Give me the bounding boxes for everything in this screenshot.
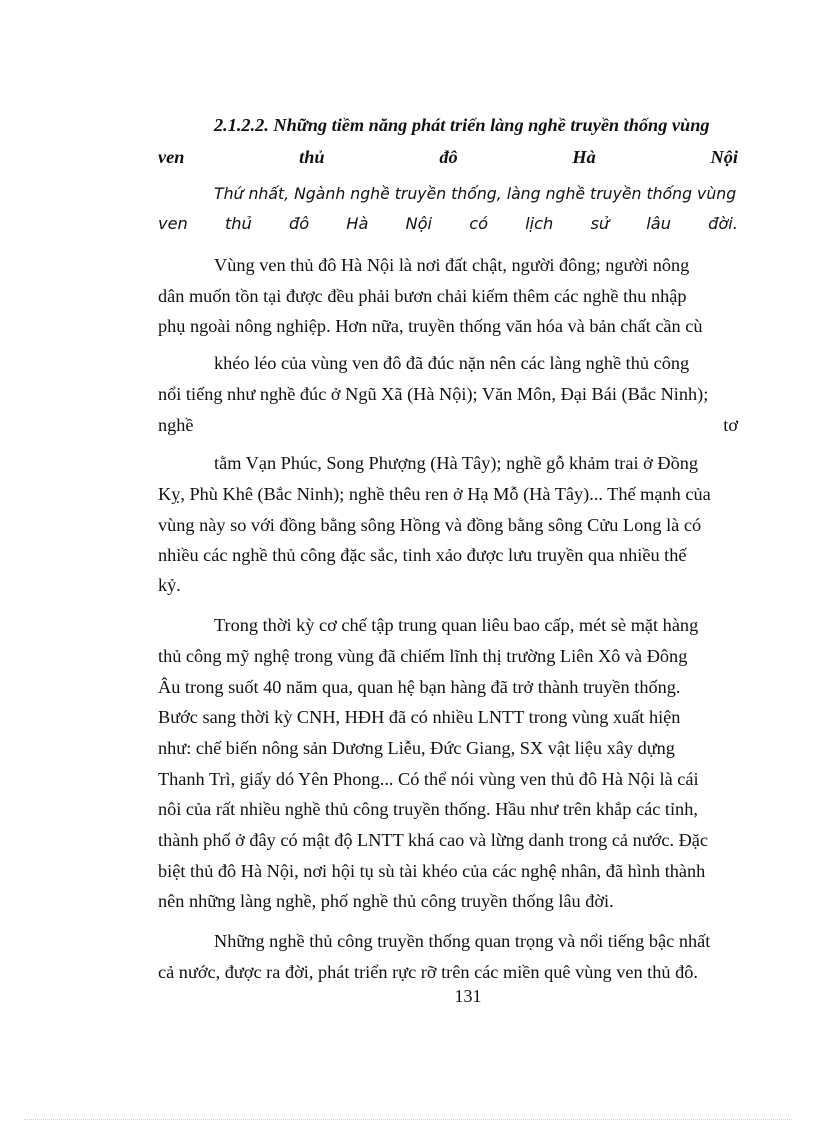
subheading-word: Nội — [405, 214, 433, 233]
paragraph-line: dân muốn tồn tại được đều phải bươn chải kiếm thêm các nghề thu nhập — [158, 286, 687, 306]
subheading-word: lâu — [646, 214, 671, 233]
paragraph-line: Âu trong suốt 40 năm qua, quan hệ bạn hàng đã trở thành truyền thống. — [158, 677, 681, 697]
paragraph-line: Những nghề thủ công truyền thống quan trọng và nổi tiếng bậc nhất — [214, 931, 711, 951]
paragraph-line: phụ ngoài nông nghiệp. Hơn nữa, truyền thống văn hóa và bản chất cần cù — [158, 316, 703, 336]
section-heading-line-2 — [158, 145, 738, 169]
paragraph-line: như: chế biến nông sản Dương Liễu, Đức Giang, SX vật liệu xây dựng — [158, 738, 675, 758]
paragraph-split-line — [158, 413, 738, 437]
paragraph-line: vùng này so với đồng bằng sông Hồng và đồng bằng sông Cửu Long là có — [158, 515, 702, 535]
paragraph-line: khéo léo của vùng ven đô đã đúc nặn nên các làng nghề thủ công — [214, 353, 690, 373]
subheading-word: Hà — [346, 214, 369, 233]
paragraph-line: nôi của rất nhiều nghề thủ công truyền thống. Hầu như trên khắp các tỉnh, — [158, 799, 698, 819]
page-number: 131 — [454, 986, 482, 1006]
section-heading-line-1: 2.1.2.2. Những tiềm năng phát triển làng nghề truyền thống vùng — [214, 115, 710, 135]
subheading-word: thủ — [224, 214, 252, 233]
paragraph-line: Trong thời kỳ cơ chế tập trung quan liêu bao cấp, mét sè mặt hàng — [214, 615, 699, 635]
paragraph-line: thành phố ở đây có mật độ LNTT khá cao và lừng danh trong cả nước. Đặc — [158, 830, 709, 850]
split-word: nghề — [158, 415, 194, 435]
subheading-word: đô — [288, 214, 310, 233]
paragraph-line: biệt thủ đô Hà Nội, nơi hội tụ sù tài khéo của các nghệ nhân, đã hình thành — [158, 861, 706, 881]
paragraph-line: kỷ. — [158, 575, 181, 595]
heading-word: đô — [439, 147, 458, 167]
heading-word: Nội — [710, 147, 738, 167]
paragraph-line: cả nước, được ra đời, phát triển rực rỡ trên các miền quê vùng ven thủ đô. — [158, 962, 698, 982]
paragraph-line: nhiều các nghề thủ công đặc sắc, tinh xảo được lưu truyền qua nhiều thế — [158, 545, 687, 565]
paragraph-line: Bước sang thời kỳ CNH, HĐH đã có nhiều LNTT trong vùng xuất hiện — [158, 707, 681, 727]
paragraph-line: Vùng ven thủ đô Hà Nội là nơi đất chật, người đông; người nông — [214, 255, 690, 275]
subheading-word: sử — [590, 214, 610, 233]
paragraph-line: tằm Vạn Phúc, Song Phượng (Hà Tây); nghề gỗ khảm trai ở Đồng — [214, 453, 699, 473]
split-word: tơ — [723, 415, 738, 435]
paragraph-line: thủ công mỹ nghệ trong vùng đã chiếm lĩnh thị trường Liên Xô và Đông — [158, 646, 688, 666]
paragraph-line: nổi tiếng như nghề đúc ở Ngũ Xã (Hà Nội); Văn Môn, Đại Bái (Bắc Ninh); — [158, 384, 709, 404]
subheading-word: ven — [158, 214, 188, 233]
subheading-word: có — [469, 214, 488, 233]
page-bottom-divider — [24, 1119, 792, 1120]
paragraph-line: Kỵ, Phù Khê (Bắc Ninh); nghề thêu ren ở Hạ Mỗ (Hà Tây)... Thế mạnh của — [158, 484, 711, 504]
paragraph-line: Thanh Trì, giấy dó Yên Phong... Có thể nói vùng ven thủ đô Hà Nội là cái — [158, 769, 699, 789]
heading-word: Hà — [572, 147, 596, 167]
paragraph-line: nên những làng nghề, phố nghề thủ công truyền thống lâu đời. — [158, 891, 614, 911]
subheading-word: đời. — [708, 214, 738, 233]
subheading-line-1: Thứ nhất, Ngành nghề truyền thống, làng nghề truyền thống vùng — [214, 184, 737, 203]
heading-word: thủ — [299, 147, 325, 167]
subheading-word: lịch — [525, 214, 554, 233]
heading-word: ven — [158, 147, 185, 167]
subheading-line-2 — [158, 212, 738, 236]
